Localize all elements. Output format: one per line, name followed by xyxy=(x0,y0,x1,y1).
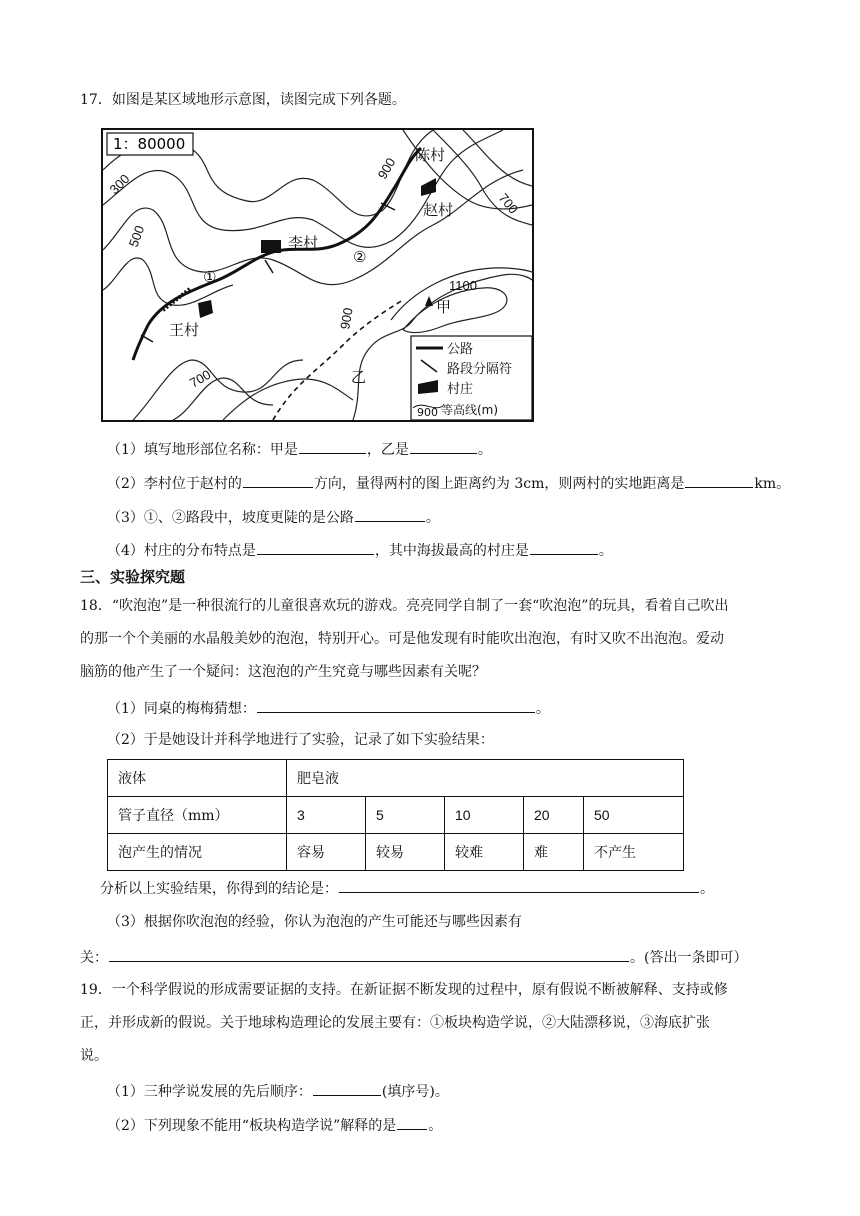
answer-blank-highest-village[interactable] xyxy=(530,539,598,555)
q17-sub2-prompt: （2）李村位于赵村的 xyxy=(107,476,242,492)
q17-intro: 17．如图是某区域地形示意图，读图完成下列各题。 xyxy=(80,92,406,108)
q17-sub2-end: km。 xyxy=(754,476,791,492)
q19-paragraph-line3: 说。 xyxy=(80,1048,108,1064)
answer-blank-order[interactable] xyxy=(313,1080,381,1096)
q17-sub4-mid: ，其中海拔最高的村庄是 xyxy=(374,543,529,559)
contour-900-label-top: 900 xyxy=(374,155,399,182)
q19-paragraph-line1: 19．一个科学假说的形成需要证据的支持。在新证据不断发现的过程中，原有假说不断被解释、支持或修 xyxy=(80,982,728,998)
q18-sub1-prompt: （1）同桌的梅梅猜想： xyxy=(107,701,256,717)
q18-sub2: （2）于是她设计并科学地进行了实验，记录了如下实验结果： xyxy=(107,732,494,748)
contour-700-label-bottom: 700 xyxy=(187,366,214,391)
diameter-cell: 20 xyxy=(524,797,584,834)
answer-blank-distance[interactable] xyxy=(685,472,753,488)
q18-sub3-line1: （3）根据你吹泡泡的经验，你认为泡泡的产生可能还与哪些因素有 xyxy=(107,914,522,930)
answer-blank-jia[interactable] xyxy=(299,438,366,454)
result-cell: 容易 xyxy=(287,834,366,871)
contour-700-label-right: 700 xyxy=(495,190,522,217)
q17-sub2-mid: 方向，量得两村的图上距离约为 3cm，则两村的实地距离是 xyxy=(313,476,685,492)
q18-sub1-end: 。 xyxy=(535,701,550,717)
q18-analysis xyxy=(100,877,714,899)
q18-paragraph-line1: 18．“吹泡泡”是一种很流行的儿童很喜欢玩的游戏。亮亮同学自制了一套“吹泡泡”的玩具，看着自己吹出 xyxy=(80,598,729,614)
q17-sub1 xyxy=(107,438,492,460)
table-label-result: 泡产生的情况 xyxy=(108,834,287,871)
answer-blank-direction[interactable] xyxy=(243,472,313,488)
road-section-1-label: ① xyxy=(203,268,217,286)
q17-sub1-prompt: （1）填写地形部位名称：甲是 xyxy=(107,442,298,458)
result-cell: 较难 xyxy=(445,834,524,871)
peak-jia-icon xyxy=(425,296,433,306)
q19-sub2-end: 。 xyxy=(428,1118,443,1134)
q17-sub3-end: 。 xyxy=(425,510,440,526)
answer-blank-yi[interactable] xyxy=(410,438,477,454)
point-jia-label: 甲 xyxy=(436,298,452,316)
diameter-cell: 10 xyxy=(445,797,524,834)
table-row xyxy=(108,797,684,834)
li-village-icon xyxy=(261,240,281,253)
answer-blank-distribution[interactable] xyxy=(257,539,374,555)
wang-village-icon xyxy=(198,300,213,318)
map-svg xyxy=(103,130,532,420)
q19-sub2 xyxy=(107,1114,442,1136)
q17-sub1-end: 。 xyxy=(477,442,492,458)
table-label-liquid: 液体 xyxy=(108,760,287,797)
legend-village: 村庄 xyxy=(447,382,474,397)
legend-contour-value: 900 xyxy=(417,406,438,419)
q18-sub3-line2 xyxy=(80,946,747,968)
legend-road: 公路 xyxy=(447,342,474,357)
q19-sub1-end: (填序号)。 xyxy=(381,1084,449,1100)
table-label-diameter: 管子直径（mm） xyxy=(108,797,287,834)
map-legend xyxy=(411,336,532,420)
road-section-2-label: ② xyxy=(353,248,367,266)
q17-sub4-prompt: （4）村庄的分布特点是 xyxy=(107,543,256,559)
result-cell: 难 xyxy=(524,834,584,871)
table-value-liquid: 肥皂液 xyxy=(287,760,684,797)
q18-sub3-prompt: 关： xyxy=(80,950,108,966)
contour-900-label-mid: 900 xyxy=(337,306,356,331)
q17-sub4 xyxy=(107,539,613,561)
answer-blank-conclusion[interactable] xyxy=(339,877,699,893)
contour-300-label: 300 xyxy=(106,171,133,198)
chen-village-label: 陈村 xyxy=(415,146,446,164)
q19-paragraph-line2: 正，并形成新的假说。关于地球构造理论的发展主要有：①板块构造学说，②大陆漂移说，③海底扩张 xyxy=(80,1015,710,1031)
experiment-table xyxy=(107,759,684,871)
diameter-cell: 5 xyxy=(366,797,445,834)
q19-sub2-prompt: （2）下列现象不能用“板块构造学说”解释的是 xyxy=(107,1118,397,1134)
result-cell: 不产生 xyxy=(584,834,684,871)
contour-500-label: 500 xyxy=(125,223,148,250)
legend-separator: 路段分隔符 xyxy=(447,362,513,377)
diameter-cell: 50 xyxy=(584,797,684,834)
q17-sub2 xyxy=(107,472,790,494)
table-row xyxy=(108,834,684,871)
q18-analysis-prompt: 分析以上实验结果，你得到的结论是： xyxy=(100,881,338,897)
q17-sub1-mid: ，乙是 xyxy=(366,442,409,458)
q18-sub1 xyxy=(107,697,550,719)
point-yi-label: 乙 xyxy=(351,368,367,386)
q18-paragraph-line2: 的那一个个美丽的水晶般美妙的泡泡，特别开心。可是他发现有时能吹出泡泡，有时又吹不出泡泡。爱动 xyxy=(80,631,724,647)
zhao-village-icon xyxy=(421,178,436,196)
result-cell: 较易 xyxy=(366,834,445,871)
topographic-map xyxy=(101,128,534,422)
li-village-label: 李村 xyxy=(288,234,319,252)
q18-analysis-end: 。 xyxy=(700,881,714,897)
legend-contour: 等高线(m) xyxy=(441,403,499,417)
q17-sub4-end: 。 xyxy=(598,543,613,559)
q17-sub3 xyxy=(107,506,440,528)
q17-sub3-prompt: （3）①、②路段中，坡度更陡的是公路 xyxy=(107,510,354,526)
zhao-village-label: 赵村 xyxy=(423,201,454,219)
answer-blank-steeper-road[interactable] xyxy=(355,506,425,522)
table-row xyxy=(108,760,684,797)
q19-sub1-prompt: （1）三种学说发展的先后顺序： xyxy=(107,1084,312,1100)
q18-sub3-end: 。(答出一条即可） xyxy=(630,950,748,966)
wang-village-label: 王村 xyxy=(169,321,200,339)
section-heading: 三、实验探究题 xyxy=(80,568,186,586)
q19-sub1 xyxy=(107,1080,449,1102)
contour-1100-label: 1100 xyxy=(449,278,477,293)
answer-blank-other-factor[interactable] xyxy=(109,946,629,962)
diameter-cell: 3 xyxy=(287,797,366,834)
answer-blank-phenomenon[interactable] xyxy=(397,1114,427,1130)
answer-blank-guess[interactable] xyxy=(257,697,535,713)
q18-paragraph-line3: 脑筋的他产生了一个疑问：这泡泡的产生究竟与哪些因素有关呢？ xyxy=(80,664,486,680)
map-scale: 1：80000 xyxy=(113,135,186,153)
